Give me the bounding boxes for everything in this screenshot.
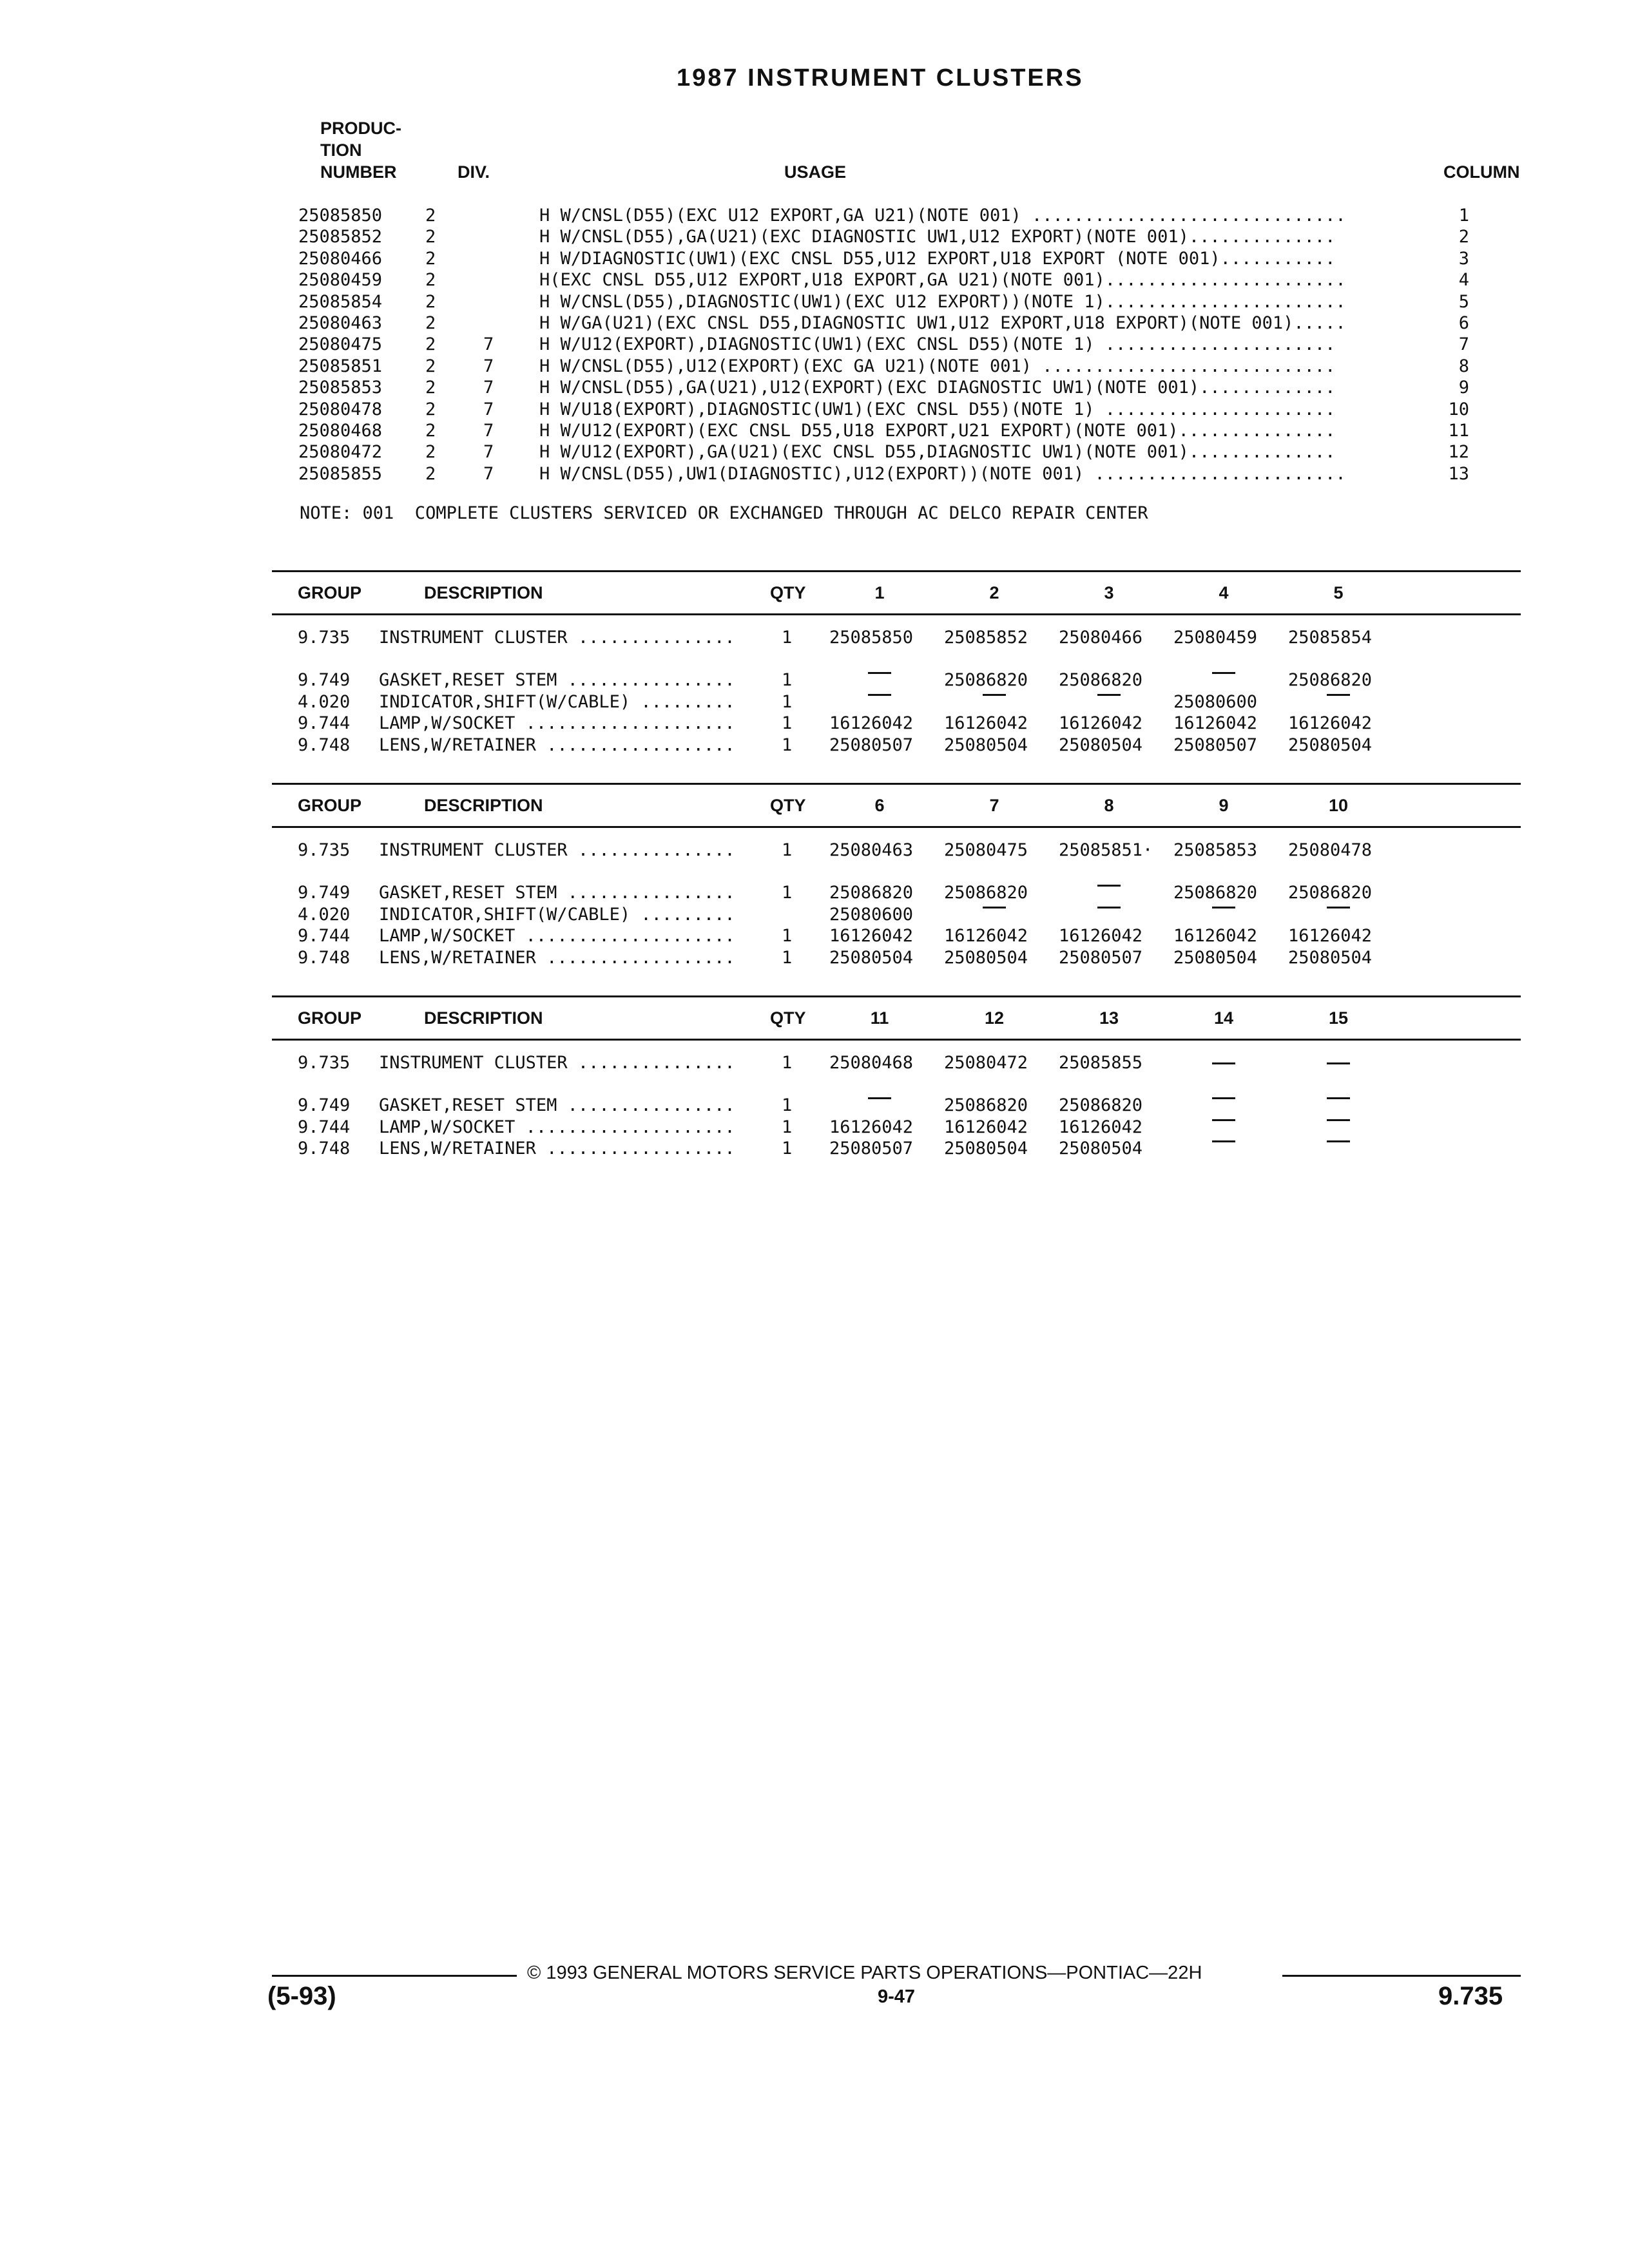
usage-part-number: 25080468	[298, 421, 383, 441]
part-description: INDICATOR,SHIFT(W/CABLE) .........	[379, 904, 735, 925]
usage-div-second: 7	[483, 356, 494, 376]
part-number-cell: 16126042	[1059, 926, 1143, 946]
group-header: GROUP	[298, 1008, 362, 1028]
part-number-cell: 16126042	[1173, 926, 1258, 946]
usage-text: H W/U12(EXPORT)(EXC CNSL D55,U18 EXPORT,U21 EXPORT)(NOTE 001)...............	[539, 421, 1336, 441]
table-top-rule	[272, 995, 1521, 997]
part-number-cell: 16126042	[1059, 1117, 1143, 1137]
usage-part-number: 25085853	[298, 378, 383, 398]
part-number-cell: 25086820	[944, 883, 1028, 903]
part-number-cell: 25085851·	[1059, 840, 1153, 860]
part-description: INSTRUMENT CLUSTER ...............	[379, 628, 735, 648]
usage-div: 2	[425, 463, 436, 484]
column-number-header: 14	[1213, 1008, 1234, 1028]
group-number: 9.748	[298, 947, 351, 968]
usage-column-number: 2	[1458, 227, 1469, 247]
part-number-cell: 25085853	[1173, 840, 1258, 860]
usage-column-number: 8	[1458, 356, 1469, 376]
quantity: 1	[782, 840, 793, 860]
part-number-cell: 25080507	[829, 735, 914, 755]
footer-section-number: 9.735	[1438, 1982, 1503, 2010]
usage-text: H W/GA(U21)(EXC CNSL D55,DIAGNOSTIC UW1,U12 EXPORT,U18 EXPORT)(NOTE 001).....	[539, 313, 1346, 333]
part-number-cell: 25080468	[829, 1053, 914, 1073]
not-applicable-dash	[1212, 1097, 1235, 1099]
part-description: LENS,W/RETAINER ..................	[379, 735, 735, 755]
part-number-cell: 25080600	[829, 904, 914, 925]
usage-div: 2	[425, 227, 436, 247]
part-number-cell: 25080504	[944, 735, 1028, 755]
not-applicable-dash	[868, 694, 891, 696]
usage-column-number: 11	[1448, 421, 1469, 441]
part-number-cell: 25080504	[829, 947, 914, 968]
part-number-cell: 25085850	[829, 628, 914, 648]
column-number-header: 13	[1099, 1008, 1119, 1028]
usage-div-second: 7	[483, 378, 494, 398]
part-number-cell: 25085855	[1059, 1053, 1143, 1073]
not-applicable-dash	[1327, 1097, 1350, 1099]
usage-column-number: 1	[1458, 206, 1469, 226]
part-number-cell: 25086820	[829, 883, 914, 903]
group-number: 4.020	[298, 904, 351, 925]
usage-part-number: 25085854	[298, 291, 383, 312]
column-number-header: 1	[874, 583, 885, 602]
part-description: LENS,W/RETAINER ..................	[379, 947, 735, 968]
group-header: GROUP	[298, 796, 362, 815]
quantity: 1	[782, 883, 793, 903]
part-number-cell: 16126042	[944, 1117, 1028, 1137]
part-description: INSTRUMENT CLUSTER ...............	[379, 840, 735, 860]
not-applicable-dash	[1212, 1119, 1235, 1121]
group-number: 9.748	[298, 1139, 351, 1158]
usage-div: 2	[425, 313, 436, 333]
usage-div: 2	[425, 378, 436, 398]
usage-text: H W/U12(EXPORT),GA(U21)(EXC CNSL D55,DIAGNOSTIC UW1)(NOTE 001)..............	[539, 442, 1336, 463]
production-number-header: PRODUC- TION NUMBER	[320, 119, 401, 182]
not-applicable-dash	[1097, 907, 1121, 908]
quantity: 1	[782, 628, 793, 648]
not-applicable-dash	[868, 1097, 891, 1099]
column-header: COLUMN	[1443, 162, 1520, 182]
usage-part-number: 25085850	[298, 206, 383, 226]
quantity: 1	[782, 1095, 793, 1115]
part-number-cell: 25086820	[944, 670, 1028, 690]
quantity: 1	[782, 1139, 793, 1158]
part-number-cell: 25080472	[944, 1053, 1028, 1073]
part-number-cell: 25080459	[1173, 628, 1258, 648]
part-number-cell: 25086820	[1288, 883, 1373, 903]
quantity: 1	[782, 947, 793, 968]
table-top-rule	[272, 570, 1521, 572]
usage-div: 2	[425, 442, 436, 463]
usage-part-number: 25080478	[298, 399, 383, 419]
part-number-cell: 16126042	[944, 926, 1028, 946]
column-number-header: 11	[870, 1008, 889, 1028]
column-number-header: 12	[984, 1008, 1005, 1028]
footer-date: (5-93)	[267, 1982, 336, 2010]
quantity: 1	[782, 1053, 793, 1073]
table-header-rule	[272, 613, 1521, 615]
group-number: 9.749	[298, 670, 351, 690]
part-number-cell: 25080463	[829, 840, 914, 860]
quantity: 1	[782, 926, 793, 946]
column-number-header: 9	[1219, 796, 1229, 815]
group-number: 9.744	[298, 1117, 351, 1137]
part-description: GASKET,RESET STEM ................	[379, 883, 735, 903]
part-number-cell: 25080504	[1288, 947, 1373, 968]
part-description: GASKET,RESET STEM ................	[379, 670, 735, 690]
usage-column-number: 3	[1458, 248, 1469, 269]
group-number: 9.744	[298, 926, 351, 946]
usage-header: USAGE	[784, 162, 847, 182]
usage-column-number: 10	[1448, 399, 1469, 419]
part-description: LAMP,W/SOCKET ....................	[379, 1117, 735, 1137]
part-number-cell: 25080504	[1059, 735, 1143, 755]
footer-page-number: 9-47	[878, 1986, 916, 2007]
usage-div: 2	[425, 248, 436, 269]
footer-rule-left	[272, 1975, 517, 1977]
usage-text: H W/CNSL(D55),GA(U21),U12(EXPORT)(EXC DIAGNOSTIC UW1)(NOTE 001).............	[539, 378, 1336, 398]
usage-part-number: 25085852	[298, 227, 383, 247]
usage-text: H W/U18(EXPORT),DIAGNOSTIC(UW1)(EXC CNSL D55)(NOTE 1) ......................	[539, 399, 1336, 419]
usage-div: 2	[425, 291, 436, 312]
part-number-cell: 25080504	[1059, 1139, 1143, 1158]
usage-div-second: 7	[483, 421, 494, 441]
part-number-cell: 25085854	[1288, 628, 1373, 648]
description-header: DESCRIPTION	[424, 583, 543, 602]
column-number-header: 8	[1104, 796, 1114, 815]
not-applicable-dash	[1212, 1062, 1235, 1064]
qty-header: QTY	[770, 1008, 806, 1028]
note-text: NOTE: 001 COMPLETE CLUSTERS SERVICED OR EXCHANGED THROUGH AC DELCO REPAIR CENTER	[300, 503, 1148, 523]
group-number: 9.749	[298, 1095, 351, 1115]
not-applicable-dash	[1097, 694, 1121, 696]
usage-column-number: 5	[1458, 291, 1469, 312]
description-header: DESCRIPTION	[424, 796, 543, 815]
not-applicable-dash	[1327, 907, 1350, 908]
usage-text: H W/CNSL(D55),GA(U21)(EXC DIAGNOSTIC UW1,U12 EXPORT)(NOTE 001)..............	[539, 227, 1336, 247]
part-number-cell: 16126042	[1059, 713, 1143, 733]
not-applicable-dash	[1212, 1140, 1235, 1142]
part-number-cell: 25080504	[944, 947, 1028, 968]
description-header: DESCRIPTION	[424, 1008, 543, 1028]
usage-column-number: 4	[1458, 270, 1469, 291]
usage-part-number: 25085851	[298, 356, 383, 376]
part-number-cell: 25086820	[1059, 1095, 1143, 1115]
qty-header: QTY	[770, 583, 806, 602]
part-description: LAMP,W/SOCKET ....................	[379, 713, 735, 733]
usage-div-second: 7	[483, 463, 494, 484]
div-header: DIV.	[458, 162, 490, 182]
column-number-header: 6	[874, 796, 885, 815]
column-number-header: 4	[1219, 583, 1229, 602]
part-number-cell: 16126042	[1288, 926, 1373, 946]
quantity: 1	[782, 713, 793, 733]
usage-part-number: 25080466	[298, 248, 383, 269]
not-applicable-dash	[1327, 1140, 1350, 1142]
quantity: 1	[782, 735, 793, 755]
usage-column-number: 13	[1448, 463, 1469, 484]
part-number-cell: 25080507	[1173, 735, 1258, 755]
part-number-cell: 25086820	[944, 1095, 1028, 1115]
usage-div: 2	[425, 206, 436, 226]
part-number-cell: 25080507	[829, 1139, 914, 1158]
quantity: 1	[782, 670, 793, 690]
part-number-cell: 25080478	[1288, 840, 1373, 860]
table-top-rule	[272, 783, 1521, 785]
not-applicable-dash	[983, 907, 1006, 908]
usage-part-number: 25080459	[298, 270, 383, 291]
part-number-cell: 25086820	[1059, 670, 1143, 690]
usage-column-number: 6	[1458, 313, 1469, 333]
usage-text: H W/CNSL(D55),DIAGNOSTIC(UW1)(EXC U12 EXPORT))(NOTE 1).......................	[539, 291, 1346, 312]
footer-rule-right	[1282, 1975, 1521, 1977]
group-number: 9.735	[298, 1053, 351, 1073]
usage-text: H W/CNSL(D55),U12(EXPORT)(EXC GA U21)(NOTE 001) ............................	[539, 356, 1336, 376]
column-number-header: 3	[1104, 583, 1114, 602]
group-number: 9.735	[298, 840, 351, 860]
column-number-header: 7	[989, 796, 999, 815]
group-number: 4.020	[298, 691, 351, 712]
table-header-rule	[272, 826, 1521, 828]
quantity: 1	[782, 691, 793, 712]
group-header: GROUP	[298, 583, 362, 602]
not-applicable-dash	[1212, 672, 1235, 674]
quantity: 1	[782, 1117, 793, 1137]
part-number-cell: 16126042	[829, 1117, 914, 1137]
column-number-header: 15	[1328, 1008, 1349, 1028]
usage-text: H W/CNSL(D55)(EXC U12 EXPORT,GA U21)(NOTE 001) ..............................	[539, 206, 1346, 226]
not-applicable-dash	[868, 672, 891, 674]
usage-text: H W/DIAGNOSTIC(UW1)(EXC CNSL D55,U12 EXPORT,U18 EXPORT (NOTE 001)...........	[539, 248, 1336, 269]
part-number-cell: 16126042	[829, 713, 914, 733]
qty-header: QTY	[770, 796, 806, 815]
usage-div: 2	[425, 334, 436, 355]
part-number-cell: 25080600	[1173, 691, 1258, 712]
usage-part-number: 25080475	[298, 334, 383, 355]
not-applicable-dash	[1327, 694, 1350, 696]
part-number-cell: 25085852	[944, 628, 1028, 648]
usage-text: H W/CNSL(D55),UW1(DIAGNOSTIC),U12(EXPORT))(NOTE 001) ........................	[539, 463, 1346, 484]
usage-text: H W/U12(EXPORT),DIAGNOSTIC(UW1)(EXC CNSL D55)(NOTE 1) ......................	[539, 334, 1336, 355]
not-applicable-dash	[1097, 885, 1121, 887]
part-number-cell: 25086820	[1288, 670, 1373, 690]
group-number: 9.744	[298, 713, 351, 733]
part-number-cell: 16126042	[944, 713, 1028, 733]
usage-div: 2	[425, 270, 436, 291]
usage-div: 2	[425, 421, 436, 441]
group-number: 9.748	[298, 735, 351, 755]
part-number-cell: 16126042	[1173, 713, 1258, 733]
part-number-cell: 25086820	[1173, 883, 1258, 903]
usage-column-number: 12	[1448, 442, 1469, 463]
usage-div: 2	[425, 356, 436, 376]
usage-part-number: 25080472	[298, 442, 383, 463]
part-number-cell: 25080504	[944, 1139, 1028, 1158]
part-description: GASKET,RESET STEM ................	[379, 1095, 735, 1115]
part-description: INDICATOR,SHIFT(W/CABLE) .........	[379, 691, 735, 712]
usage-part-number: 25080463	[298, 313, 383, 333]
usage-div-second: 7	[483, 334, 494, 355]
usage-text: H(EXC CNSL D55,U12 EXPORT,U18 EXPORT,GA U21)(NOTE 001).......................	[539, 270, 1346, 291]
part-number-cell: 25080504	[1173, 947, 1258, 968]
usage-div-second: 7	[483, 442, 494, 463]
usage-div: 2	[425, 399, 436, 419]
part-description: INSTRUMENT CLUSTER ...............	[379, 1053, 735, 1073]
part-number-cell: 16126042	[829, 926, 914, 946]
column-number-header: 10	[1328, 796, 1349, 815]
part-number-cell: 25080466	[1059, 628, 1143, 648]
part-number-cell: 16126042	[1288, 713, 1373, 733]
part-number-cell: 25080504	[1288, 735, 1373, 755]
part-description: LAMP,W/SOCKET ....................	[379, 926, 735, 946]
footer-copyright: © 1993 GENERAL MOTORS SERVICE PARTS OPERATIONS—PONTIAC—22H	[527, 1963, 1202, 1983]
not-applicable-dash	[1212, 907, 1235, 908]
table-header-rule	[272, 1039, 1521, 1041]
usage-div-second: 7	[483, 399, 494, 419]
group-number: 9.735	[298, 628, 351, 648]
part-number-cell: 25080507	[1059, 947, 1143, 968]
group-number: 9.749	[298, 883, 351, 903]
part-description: LENS,W/RETAINER ..................	[379, 1139, 735, 1158]
usage-column-number: 9	[1458, 378, 1469, 398]
column-number-header: 2	[989, 583, 999, 602]
page-title: 1987 INSTRUMENT CLUSTERS	[677, 64, 1084, 91]
not-applicable-dash	[1327, 1119, 1350, 1121]
usage-column-number: 7	[1458, 334, 1469, 355]
not-applicable-dash	[1327, 1062, 1350, 1064]
usage-part-number: 25085855	[298, 463, 383, 484]
part-number-cell: 25080475	[944, 840, 1028, 860]
not-applicable-dash	[983, 694, 1006, 696]
column-number-header: 5	[1333, 583, 1344, 602]
